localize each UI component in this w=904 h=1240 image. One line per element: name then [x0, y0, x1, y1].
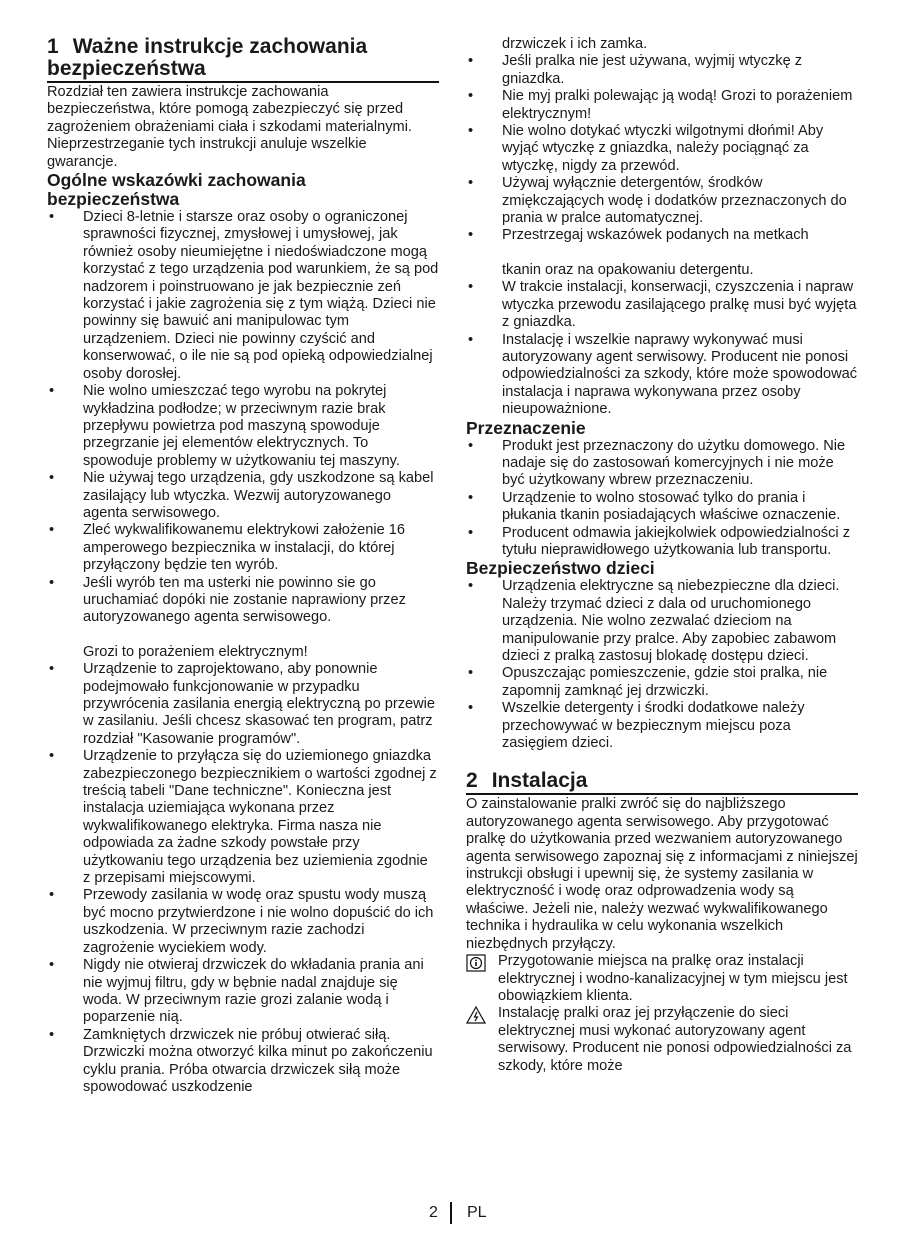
general-safety-list-continued	[466, 36, 858, 419]
list-item-continuation: tkanin oraz na opakowaniu detergentu.	[502, 261, 754, 278]
section-2-heading: 2 Instalacja	[466, 770, 858, 795]
list-item: • Instalację i wszelkie naprawy wykonywać musi autoryzowany agent serwisowy. Producent nie ponosi odpowiedzialności za szkody, które może spowodować instalacja i naprawa wykonywana przez osoby nieupoważnione.	[466, 332, 858, 419]
general-safety-list	[47, 209, 439, 1096]
list-item: • Producent odmawia jakiejkolwiek odpowiedzialności z tytułu nieprawidłowego użytkowania lub transportu.	[466, 525, 858, 560]
list-item: • Opuszczając pomieszczenie, gdzie stoi pralka, nie zapomnij zamknąć jej drzwiczki.	[466, 665, 858, 700]
right-column	[466, 36, 858, 1075]
footer-divider	[450, 1202, 452, 1224]
list-item-continuation: drzwiczek i ich zamka.	[502, 36, 648, 52]
list-item: • Urządzenie to wolno stosować tylko do prania i płukania tkanin posiadających właściwe oznaczenie.	[466, 490, 858, 525]
list-item: • Nie myj pralki polewając ją wodą! Grozi to porażeniem elektrycznym!	[466, 88, 858, 123]
list-item: • Dzieci 8-letnie i starsze oraz osoby o ograniczonej sprawności fizycznej, zmysłowej i umysłowej, jak również osoby nieumiejętne i niedoświadczone mogą korzystać z tego urządzenia pod warunkiem, że są pod nadzorem i poinstruowano je jak bezpiecznie zeń korzystać i jakie zagrożenia się z tym wiążą. Dzieci nie powinny się bawuić ani manipulowac tym urządzeniem. Dzieci nie powinny czyścić and konserwować, o ile nie są pod opieką odpowiedzialnej osoby dorosłej.	[47, 209, 439, 383]
list-item-continuation: Grozi to porażeniem elektrycznym!	[83, 643, 308, 660]
list-item: • Zleć wykwalifikowanemu elektrykowi założenie 16 amperowego bezpiecznika w instalacji, do której przyłączony będzie ten wyrób.	[47, 522, 439, 574]
list-item: • Zamkniętych drzwiczek nie próbuj otwierać siłą. Drzwiczki można otworzyć kilka minut po zakończeniu cyklu prania. Próba otwarcia drzwiczek siłą może spowodować uszkodzenie	[47, 1027, 439, 1097]
purpose-heading: Przeznaczenie	[466, 417, 586, 438]
list-item: • Przewody zasilania w wodę oraz spustu wody muszą być mocno przytwierdzone i nie wolno dopuścić do ich uszkodzenia. W przeciwnym razie zachodzi zagrożenie wyciekiem wody.	[47, 887, 439, 957]
list-item: • Nie używaj tego urządzenia, gdy uszkodzone są kabel zasilający lub wtyczka. Wezwij autoryzowanego agenta serwisowego.	[47, 470, 439, 522]
list-item: • Używaj wyłącznie detergentów, środków zmiękczających wodę i dodatków przeznaczonych do prania w pralce automatycznej.	[466, 175, 858, 227]
info-icon	[466, 954, 486, 972]
child-safety-list	[466, 578, 858, 752]
list-item: • Jeśli wyrób ten ma usterki nie powinno sie go uruchamiać dopóki nie zostanie naprawiony przez autoryzowanego agenta serwisowego.	[47, 575, 439, 627]
list-item: • Produkt jest przeznaczony do użytku domowego. Nie nadaje się do zastosowań komercyjnych i nie może być użytkowany wbrew przeznaczeniu.	[466, 438, 858, 490]
section-1-heading: 1 Ważne instrukcje zachowania bezpieczeństwa	[47, 36, 439, 83]
list-item: • Urządzenia elektryczne są niebezpieczne dla dzieci. Należy trzymać dzieci z dala od uruchomionego urządzenia. Nie wolno zezwalać dzieciom na manipulowanie przy pralce. Aby zapobiec zabawom dzieci z pralką zastosuj blokadę dostępu dzieci.	[466, 578, 858, 665]
purpose-list	[466, 438, 858, 560]
list-item: • Nigdy nie otwieraj drzwiczek do wkładania prania ani nie wyjmuj filtru, gdy w bębnie nadal znajduje się woda. W przeciwnym razie grozi zalanie wodą i poparzenie nią.	[47, 957, 439, 1027]
list-item: • Wszelkie detergenty i środki dodatkowe należy przechowywać w bezpiecznym miejscu poza zasięgiem dzieci.	[466, 700, 858, 752]
child-safety-heading: Bezpieczeństwo dzieci	[466, 558, 655, 579]
list-item: • Nie wolno dotykać wtyczki wilgotnymi dłońmi! Aby wyjąć wtyczkę z gniazdka, należy pociągnąć za wtyczkę, nigdy za przewód.	[466, 123, 858, 175]
list-item: • Przestrzegaj wskazówek podanych na metkach	[466, 227, 858, 244]
general-safety-heading: Ogólne wskazówki zachowania bezpieczeństwa	[47, 170, 306, 210]
language-code: PL	[467, 1204, 487, 1221]
warning-note: Instalację pralki oraz jej przyłączenie do sieci elektrycznej musi wykonać autoryzowany agent serwisowy. Producent nie ponosi odpowiedzialności za szkody, które może	[466, 1005, 858, 1075]
installation-intro: O zainstalowanie pralki zwróć się do najbliższego autoryzowanego agenta serwisowego. Aby przygotować pralkę do użytkowania przed wezwaniem autoryzowanego agenta serwisowego zapoznaj się z informacjami z niniejszej instrukcji obsługi i upewnij się, że systemy zasilania w elektryczność i wodę oraz odprowadzenia wody są właściwe. Jeżeli nie, należy wezwać wykwalifikowanego technika i hydraulika w celu wykonania wszelkich niezbędnych przyłączy.	[466, 796, 858, 952]
list-item: • W trakcie instalacji, konserwacji, czyszczenia i napraw wtyczka przewodu zasilającego pralkę musi być wyjęta z gniazdka.	[466, 279, 858, 331]
list-item: • Urządzenie to zaprojektowano, aby ponownie podejmowało funkcjonowanie w przypadku przywrócenia zasilania energią elektryczną po przewie w zasilaniu. Jeśli chcesz skasować ten program, patrz rozdział "Kasowanie programów".	[47, 661, 439, 748]
list-item: • Nie wolno umieszczać tego wyrobu na pokrytej wykładzina podłodze; w przeciwnym razie brak przepływu powietrza pod maszyną spowoduje przegrzanie jej elementów elektrycznych. To spowoduje problemy w użytkowaniu tej maszyny.	[47, 383, 439, 470]
info-note: Przygotowanie miejsca na pralkę oraz instalacji elektrycznej i wodno-kanalizacyjnej w tym miejscu jest obowiązkiem klienta.	[466, 953, 858, 1005]
section-1-intro: Rozdział ten zawiera instrukcje zachowania bezpieczeństwa, które pomogą zabezpieczyć się przed zagrożeniem obrażeniami ciała i szkodami materialnymi. Nieprzestrzeganie tych instrukcji anuluje wszelkie gwarancje.	[47, 84, 412, 170]
page-number: 2	[429, 1204, 438, 1221]
left-column	[47, 36, 439, 1096]
list-item: • Urządzenie to przyłącza się do uziemionego gniazdka zabezpieczonego bezpiecznikiem o wartości zgodnej z treścią tabeli "Dane techniczne". Konieczna jest instalacja uziemiająca wykonana przez wykwalifikowanego elektryka. Firma nasza nie odpowiada za żadne szkody powstałe przy użytkowaniu tego urządzenia bez uziemienia zgodnie z przepisami miejscowymi.	[47, 748, 439, 887]
warning-icon	[466, 1006, 486, 1024]
list-item: • Jeśli pralka nie jest używana, wyjmij wtyczkę z gniazdka.	[466, 53, 858, 88]
